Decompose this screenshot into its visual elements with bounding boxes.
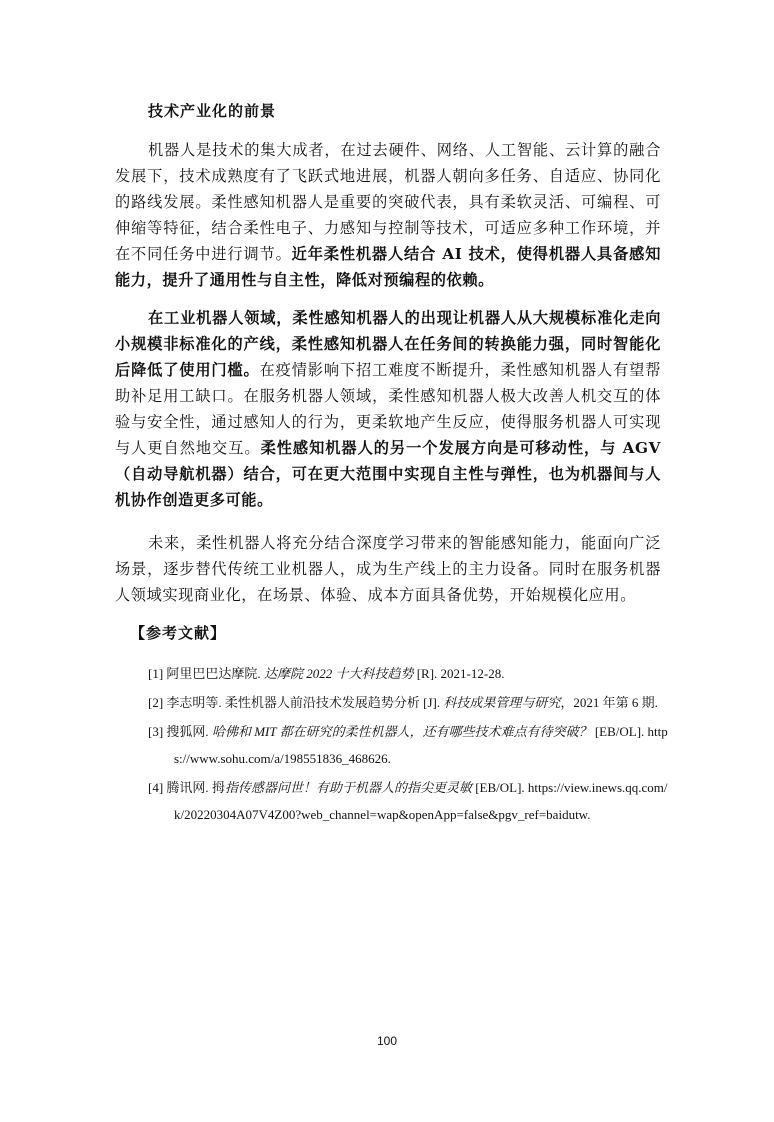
reference-author: 阿里巴巴达摩院. [166,666,261,681]
reference-details: ，2021 年第 6 期. [560,695,658,710]
reference-number: [1] [148,666,164,681]
reference-details[interactable]: [EB/OL]. https://www.sohu.com/a/198551836_468626. [174,724,668,766]
paragraph-1-bold: 近年柔性机器人结合 AI 技术，使得机器人具备感知能力，提升了通用性与自主性，降低对预编程的依赖。 [115,245,661,289]
reference-item [148,689,668,716]
references-list [148,660,668,830]
reference-title: 指传感器问世！有助于机器人的指尖更灵敏 [224,780,472,795]
paragraph-1 [115,137,661,293]
section-heading: 技术产业化的前景 [148,102,277,120]
reference-author: 李志明等. 柔性机器人前沿技术发展趋势分析 [J]. [166,695,441,710]
reference-author: 腾讯网. 拇 [166,780,225,795]
reference-details: [R]. 2021-12-28. [416,666,505,681]
reference-number: [2] [148,695,164,710]
reference-title: 达摩院 2022 十大科技趋势 [263,666,414,681]
references-title: 【参考文献】 [130,624,227,642]
paragraph-1-text: 机器人是技术的集大成者，在过去硬件、网络、人工智能、云计算的融合发展下，技术成熟度有了飞跃式地进展，机器人朝向多任务、自适应、协同化的路线发展。柔性感知机器人是重要的突破代表，具有柔软灵活、可编程、可伸缩等特征，结合柔性电子、力感知与控制等技术，可适应多种工作环境，并在不同任务中进行调节。 [115,141,661,263]
reference-title: 科技成果管理与研究 [443,695,561,710]
paragraph-3-text: 未来，柔性机器人将充分结合深度学习带来的智能感知能力，能面向广泛场景，逐步替代传统工业机器人，成为生产线上的主力设备。同时在服务机器人领域实现商业化，在场景、体验、成本方面具备优势，开始规模化应用。 [115,534,661,604]
reference-title: 哈佛和 MIT 都在研究的柔性机器人，还有哪些技术难点有待突破？ [211,724,592,739]
reference-number: [4] [148,780,164,795]
paragraph-2-text: 在疫情影响下招工难度不断提升，柔性感知机器人有望帮助补足用工缺口。在服务机器人领域，柔性感知机器人极大改善人机交互的体验与安全性，通过感知人的行为，更柔软地产生反应，使得服务机器人可实现与人更自然地交互。 [115,361,662,457]
paragraph-2-bold-1: 在工业机器人领域，柔性感知机器人的出现让机器人从大规模标准化走向小规模非标准化的产线，柔性感知机器人在任务间的转换能力强，同时智能化后降低了使用门槛。 [115,309,661,379]
reference-item [148,660,668,687]
reference-item [148,774,668,828]
paragraph-3 [115,530,661,608]
paragraph-2 [115,305,661,513]
reference-details[interactable]: [EB/OL]. https://view.inews.qq.com/k/20220304A07V4Z00?web_channel=wap&openApp=false&pgv_ref=baidutw. [174,780,668,822]
page-number: 100 [376,1034,398,1048]
reference-number: [3] [148,724,164,739]
reference-item [148,718,668,772]
paragraph-2-bold-2: 柔性感知机器人的另一个发展方向是可移动性，与 AGV（自动导航机器）结合，可在更大范围中实现自主性与弹性，也为机器间与人机协作创造更多可能。 [115,439,661,509]
reference-author: 搜狐网. [166,724,209,739]
